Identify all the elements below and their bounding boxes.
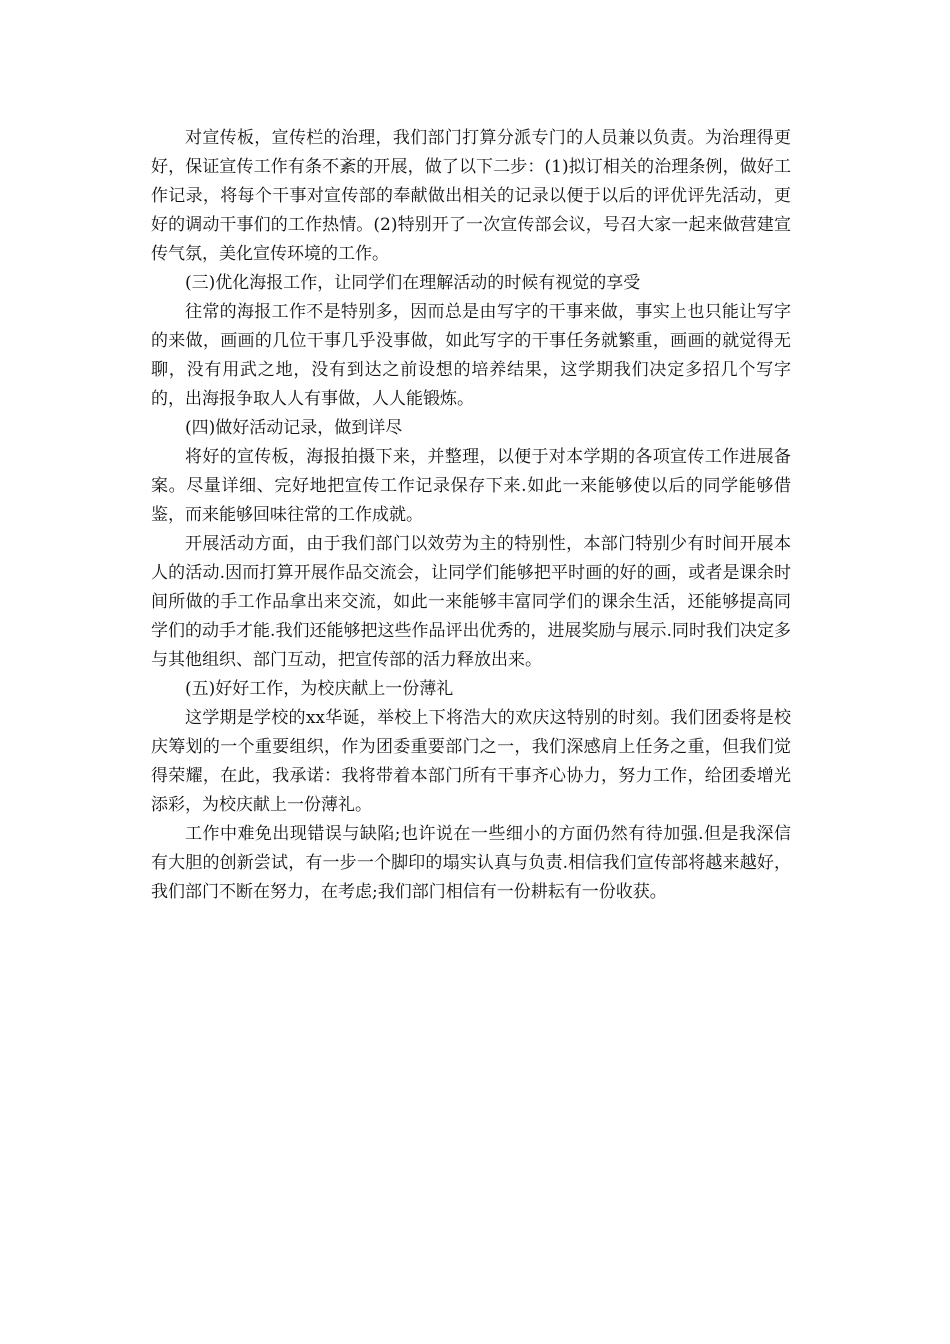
paragraph-board-management: 对宣传板，宣传栏的治理，我们部门打算分派专门的人员兼以负责。为治理得更好，保证宣传工作有条不紊的开展，做了以下二步：(1)拟订相关的治理条例，做好工作记录，将每个干事对宣传部的奉献做出相关的记录以便于以后的评优评先活动，更好的调动干事们的工作热情。(2)特别开了一次宣传部会议，号召大家一起来做营建宣传气氛，美化宣传环境的工作。: [151, 128, 791, 264]
paragraph-poster-work: 往常的海报工作不是特别多，因而总是由写字的干事来做，事实上也只能让写字的来做，画画的几位干事几乎没事做，如此写字的干事任务就繁重，画画的就觉得无聊，没有用武之地，没有到达之前设想的培养结果，这学期我们决定多招几个写字的，出海报争取人人有事做，人人能锻炼。: [151, 302, 791, 409]
section-heading-anniversary: (五)好好工作，为校庆献上一份薄礼: [185, 679, 454, 699]
paragraph-conclusion: 工作中难免出现错误与缺陷;也许说在一些细小的方面仍然有待加强.但是我深信有大胆的创新尝试，有一步一个脚印的塌实认真与负责.相信我们宣传部将越来越好，我们部门不断在努力，在考虑;我们部门相信有一份耕耘有一份收获。: [151, 824, 791, 902]
paragraph-records: 将好的宣传板，海报拍摄下来，并整理，以便于对本学期的各项宣传工作进展备案。尽量详细、完好地把宣传工作记录保存下来.如此一来能够使以后的同学能够借鉴，而来能够回味往常的工作成就。: [151, 447, 791, 525]
paragraph-activities: 开展活动方面，由于我们部门以效劳为主的特别性，本部门特别少有时间开展本人的活动.因而打算开展作品交流会，让同学们能够把平时画的好的画，或者是课余时间所做的手工作品拿出来交流，如此一来能够丰富同学们的课余生活，还能够提高同学们的动手才能.我们还能够把这些作品评出优秀的，进展奖励与展示.同时我们决定多与其他组织、部门互动，把宣传部的活力释放出来。: [151, 534, 791, 670]
paragraph-anniversary: 这学期是学校的xx华诞，举校上下将浩大的欢庆这特别的时刻。我们团委将是校庆筹划的一个重要组织，作为团委重要部门之一，我们深感肩上任务之重，但我们觉得荣耀，在此，我承诺：我将带着本部门所有干事齐心协力，努力工作，给团委增光添彩，为校庆献上一份薄礼。: [151, 708, 791, 815]
section-heading-records: (四)做好活动记录，做到详尽: [185, 418, 403, 438]
document-body: [151, 124, 791, 907]
section-heading-poster: (三)优化海报工作，让同学们在理解活动的时候有视觉的享受: [185, 273, 641, 293]
